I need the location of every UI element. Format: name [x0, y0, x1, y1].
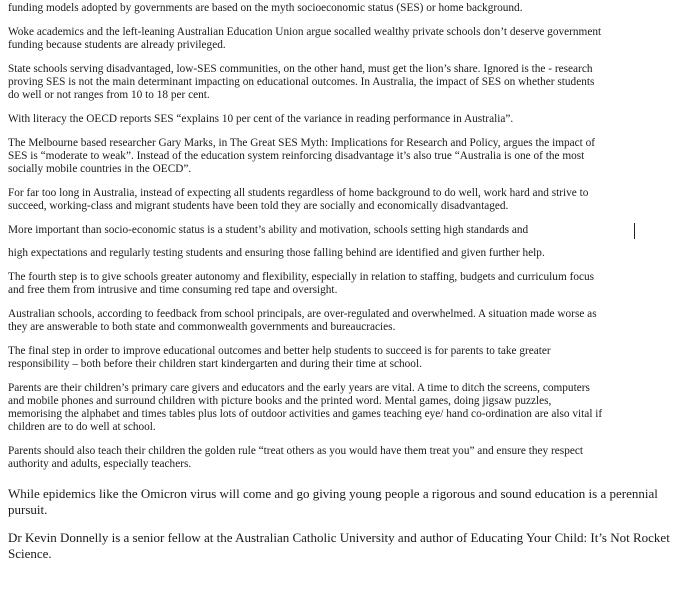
paragraph: With literacy the OECD reports SES “explains 10 per cent of the variance in reading performance in Australia”. — [8, 113, 514, 125]
paragraph: Parents are their children’s primary care givers and educators and the early years are vital. A time to ditch the screens, computers and mobile phones and surround children with picture books and the printed word. Mental games, doing jigsaw puzzles, memorising the alphabet and times tables plus lots of outdoor activities and games teaching eye/ hand co-ordination are also vital if children are to do well at school. — [8, 382, 603, 433]
paragraph-with-cursor — [8, 224, 608, 237]
paragraph: Woke academics and the left-leaning Australian Education Union argue socalled wealthy private schools don’t deserve government funding because students are already privileged. — [8, 26, 602, 51]
paragraph: The final step in order to improve educational outcomes and better help students to succeed is for parents to take greater responsibility – both before their children start kindergarten and during their time at school. — [8, 345, 551, 370]
paragraph: State schools serving disadvantaged, low-SES communities, on the other hand, must get the lion’s share. Ignored is the - research proving SES is not the main determinant impacting on educational outcomes. In Australia, the impact of SES on whether students do well or not ranges from 10 to 18 per cent. — [8, 63, 595, 101]
paragraph: Australian schools, according to feedback from school principals, are over-regulated and overwhelmed. A situation made worse as they are answerable to both state and commonwealth governments and bureaucracies. — [8, 308, 597, 333]
author-bio: Dr Kevin Donnelly is a senior fellow at the Australian Catholic University and author of Educating Your Child: It’s Not Rocket Science. — [8, 530, 670, 561]
article-closing-text — [8, 486, 692, 562]
article-body — [8, 0, 692, 574]
paragraph: high expectations and regularly testing students and ensuring those falling behind are identified and given further help. — [8, 247, 545, 259]
paragraph: Parents should also teach their children the golden rule “treat others as you would have them treat you” and ensure they respect authority and adults, especially teachers. — [8, 445, 584, 470]
paragraph: The Melbourne based researcher Gary Marks, in The Great SES Myth: Implications for Research and Policy, argues the impact of SES is “moderate to weak”. Instead of the education system reinforcing disadvantage it’s also true “Australia is one of the most socially mobile countries in the OECD”. — [8, 137, 596, 175]
paragraph: The fourth step is to give schools greater autonomy and flexibility, especially in relation to staffing, budgets and curriculum focus and free them from intrusive and time consuming red tape and oversight. — [8, 271, 595, 296]
paragraph: For far too long in Australia, instead of expecting all students regardless of home background to do well, work hard and strive to succeed, working-class and migrant students have been told they are socially and economically disadvantaged. — [8, 187, 589, 212]
text-cursor — [634, 223, 635, 239]
closing-paragraph: While epidemics like the Omicron virus will come and go giving young people a rigorous and sound education is a perennial pursuit. — [8, 486, 658, 517]
paragraph: More important than socio-economic status is a student’s ability and motivation, schools setting high standards and — [8, 224, 529, 236]
paragraph: funding models adopted by governments are based on the myth socioeconomic status (SES) or home background. — [8, 2, 523, 14]
article-main-text — [8, 2, 608, 471]
